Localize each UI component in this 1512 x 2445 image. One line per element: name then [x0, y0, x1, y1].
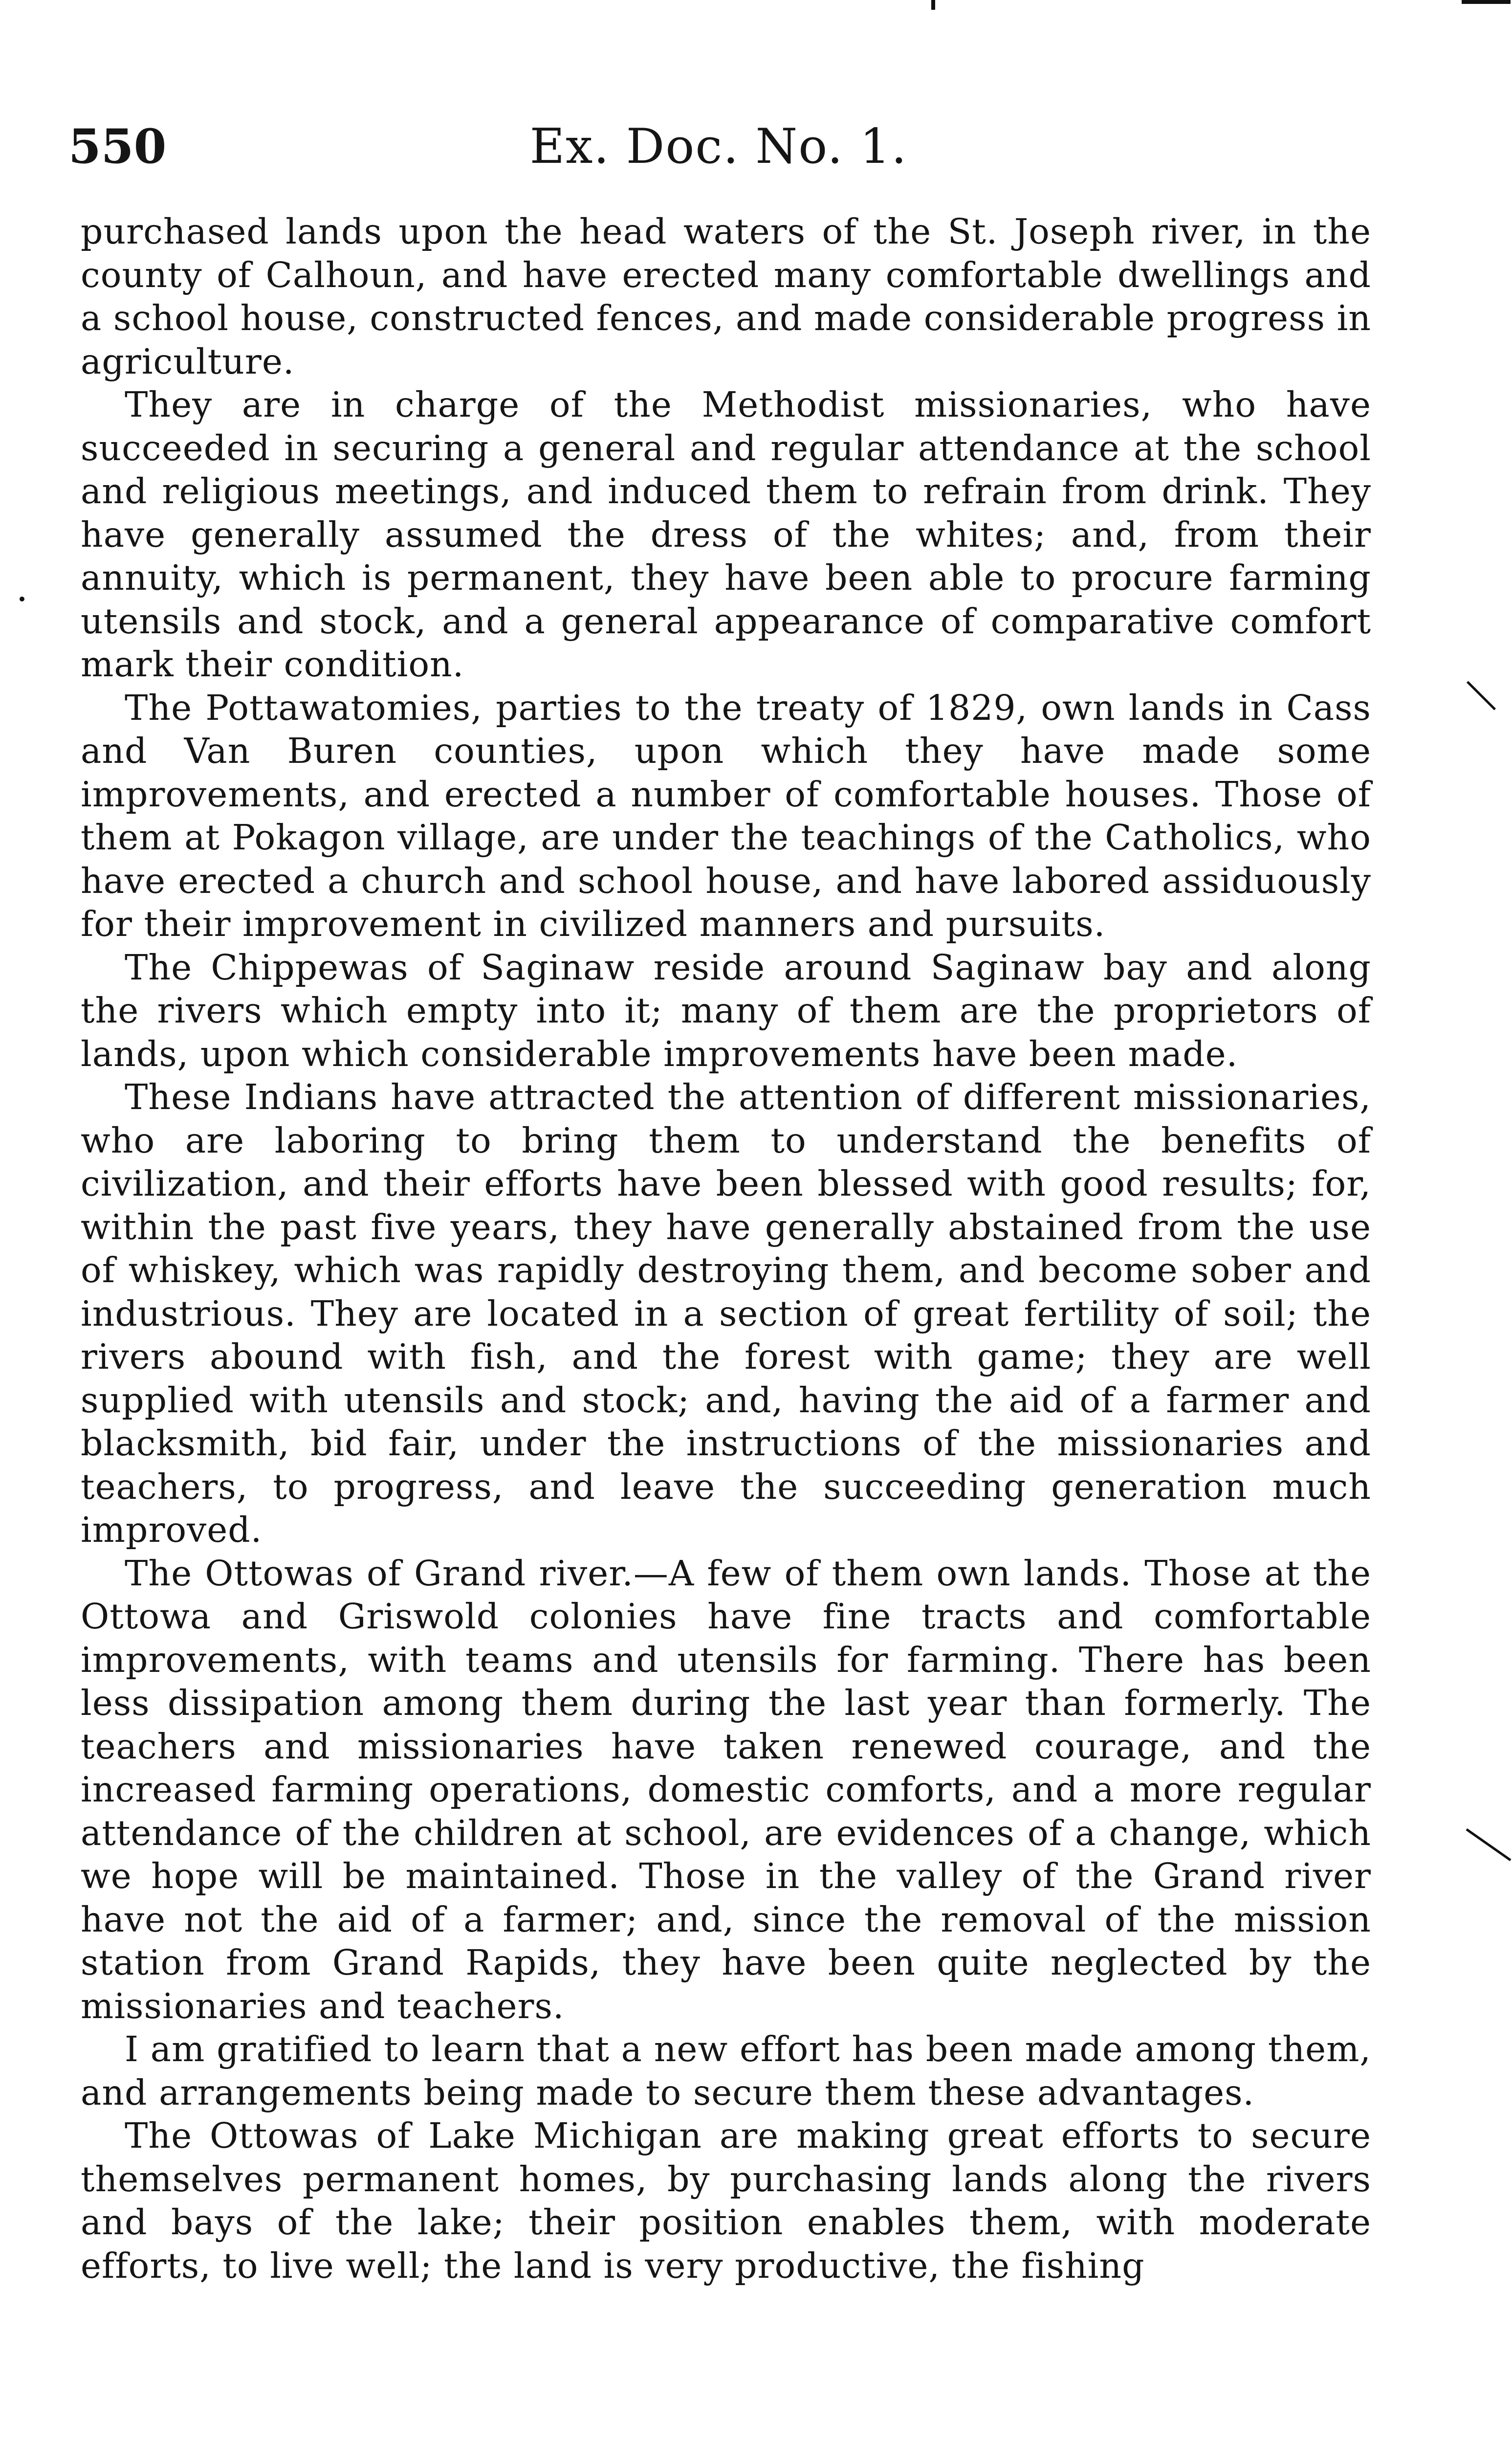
paragraph: The Chippewas of Saginaw reside around Saginaw bay and along the rivers which empty into it; many of them are the proprietors of lands, upon which considerable improvements have been made.	[81, 947, 1371, 1074]
paragraph: They are in charge of the Methodist missionaries, who have succeeded in securing a general and regular attendance at the school and religious meetings, and induced them to refrain from drink. They have generally assumed the dress of the whites; and, from their annuity, which is permanent, they have been able to procure farming utensils and stock, and a general appearance of comparative comfort mark their condition.	[81, 384, 1371, 685]
paragraph: The Pottawatomies, parties to the treaty of 1829, own lands in Cass and Van Buren counties, upon which they have made some improvements, and erected a number of comfortable houses. Those of them at Pokagon village, are under the teachings of the Catholics, who have erected a church and school house, and have labored assiduously for their improvement in civilized manners and pursuits.	[81, 687, 1371, 944]
paragraph: The Ottowas of Grand river.—A few of them own lands. Those at the Ottowa and Griswold colonies have fine tracts and comfortable improvements, with teams and utensils for farming. There has been less dissipation among them during the last year than formerly. The teachers and missionaries have taken renewed courage, and the increased farming operations, domestic comforts, and a more regular attendance of the children at school, are evidences of a change, which we hope will be maintained. Those in the valley of the Grand river have not the aid of a farmer; and, since the removal of the mission station from Grand Rapids, they have been quite neglected by the missionaries and teachers.	[81, 1553, 1371, 2026]
page-header	[68, 112, 1369, 181]
scan-mark	[1467, 681, 1496, 710]
page-number: 550	[68, 119, 167, 174]
paragraph: purchased lands upon the head waters of the St. Joseph river, in the county of Calhoun, and have erected many comfortable dwellings and a school house, constructed fences, and made considerable progress in agriculture.	[81, 211, 1372, 382]
document-title: Ex. Doc. No. 1.	[529, 119, 908, 175]
paragraph: These Indians have attracted the attention of different missionaries, who are laboring to bring them to understand the benefits of civilization, and their efforts have been blessed with good results; for, within the past five years, they have generally abstained from the use of whiskey, which was rapidly destroying them, and become sober and industrious. They are located in a section of great fertility of soil; the rivers abound with fish, and the forest with game; they are well supplied with utensils and stock; and, having the aid of a farmer and blacksmith, bid fair, under the instructions of the missionaries and teachers, to progress, and leave the succeeding generation much improved.	[81, 1077, 1371, 1550]
body-text	[81, 210, 1371, 2288]
paragraph: I am gratified to learn that a new effort has been made among them, and arrangements being made to secure them these advantages.	[81, 2029, 1371, 2113]
scan-mark	[20, 597, 24, 601]
paragraph: The Ottowas of Lake Michigan are making great efforts to secure themselves permanent homes, by purchasing lands along the rivers and bays of the lake; their position enables them, with moderate efforts, to live well; the land is very productive, the fishing	[81, 2115, 1371, 2286]
scan-mark	[1462, 0, 1511, 4]
scan-mark	[1466, 1828, 1512, 1861]
scan-mark	[931, 0, 935, 10]
